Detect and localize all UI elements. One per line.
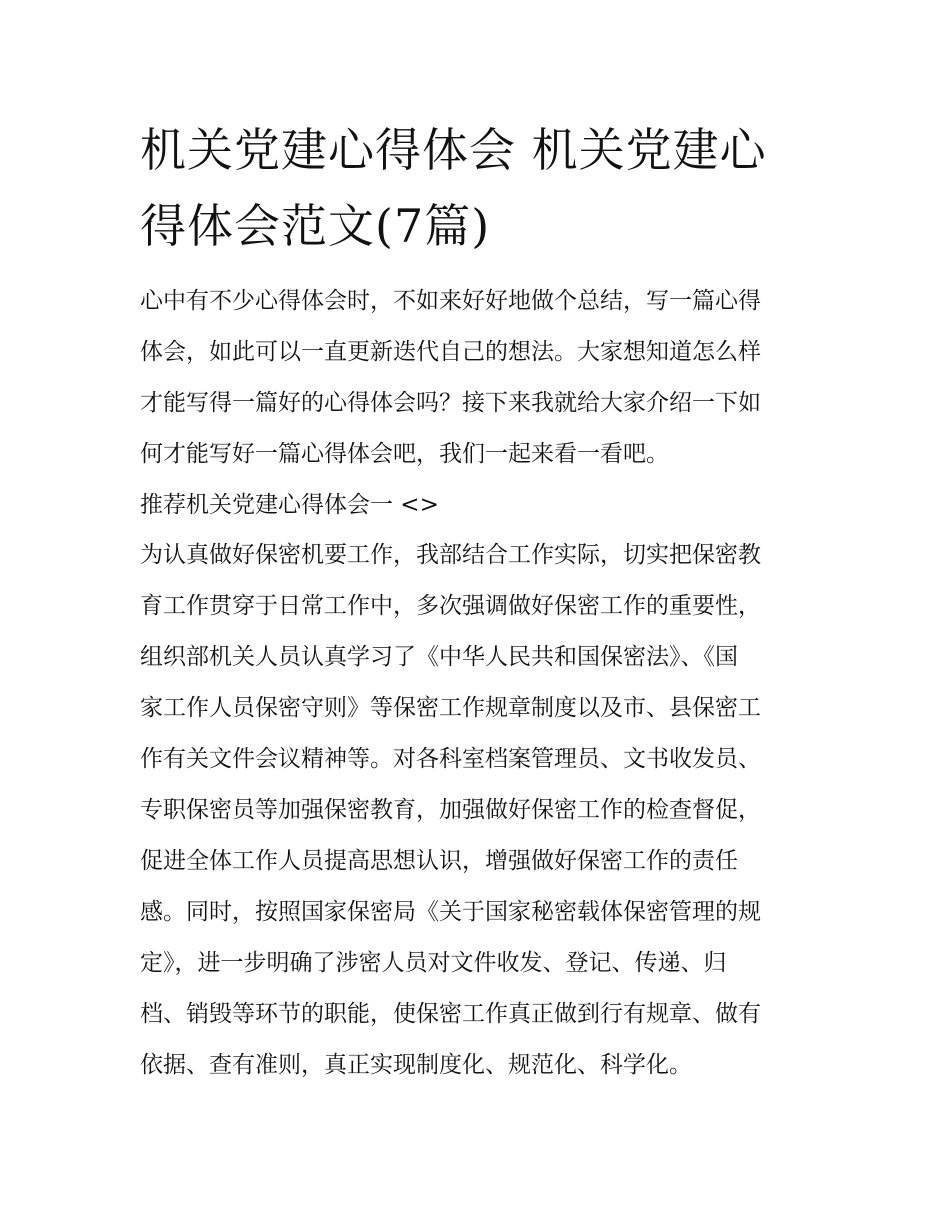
- paragraph-line: 促进全体工作人员提高思想认识，增强做好保密工作的责任: [140, 848, 738, 874]
- paragraph-line: 档、销毁等环节的职能，使保密工作真正做到行有规章、做有: [140, 1001, 761, 1027]
- paragraph-line: 专职保密员等加强保密教育，加强做好保密工作的检查督促，: [140, 797, 761, 823]
- paragraph-line: 育工作贯穿于日常工作中，多次强调做好保密工作的重要性，: [140, 593, 761, 619]
- intro-line: 何才能写好一篇心得体会吧，我们一起来看一看吧。: [140, 441, 669, 467]
- main-paragraph: [140, 530, 820, 1091]
- paragraph-line: 组织部机关人员认真学习了《中华人民共和国保密法》、《国: [140, 644, 738, 670]
- paragraph-line: 作有关文件会议精神等。对各科室档案管理员、文书收发员、: [140, 746, 761, 772]
- section-heading-block: [140, 480, 820, 531]
- title-line-1: 机关党建心得体会 机关党建心: [140, 123, 767, 177]
- intro-line: 心中有不少心得体会时，不如来好好地做个总结，写一篇心得: [140, 288, 761, 314]
- intro-line: 才能写得一篇好的心得体会吗？接下来我就给大家介绍一下如: [140, 390, 761, 416]
- paragraph-line: 定》，进一步明确了涉密人员对文件收发、登记、传递、归: [140, 950, 727, 976]
- title-line-2: 得体会范文(7篇): [140, 199, 491, 253]
- paragraph-line: 依据、查有准则，真正实现制度化、规范化、科学化。: [140, 1052, 692, 1078]
- section-heading: 推荐机关党建心得体会一 <>: [140, 492, 439, 518]
- intro-paragraph: [140, 276, 820, 480]
- paragraph-line: 感。同时，按照国家保密局《关于国家秘密载体保密管理的规: [140, 899, 761, 925]
- paragraph-line: 家工作人员保密守则》等保密工作规章制度以及市、县保密工: [140, 695, 761, 721]
- document-title: [140, 112, 820, 264]
- paragraph-line: 为认真做好保密机要工作，我部结合工作实际，切实把保密教: [140, 542, 761, 568]
- intro-line: 体会，如此可以一直更新迭代自己的想法。大家想知道怎么样: [140, 339, 761, 365]
